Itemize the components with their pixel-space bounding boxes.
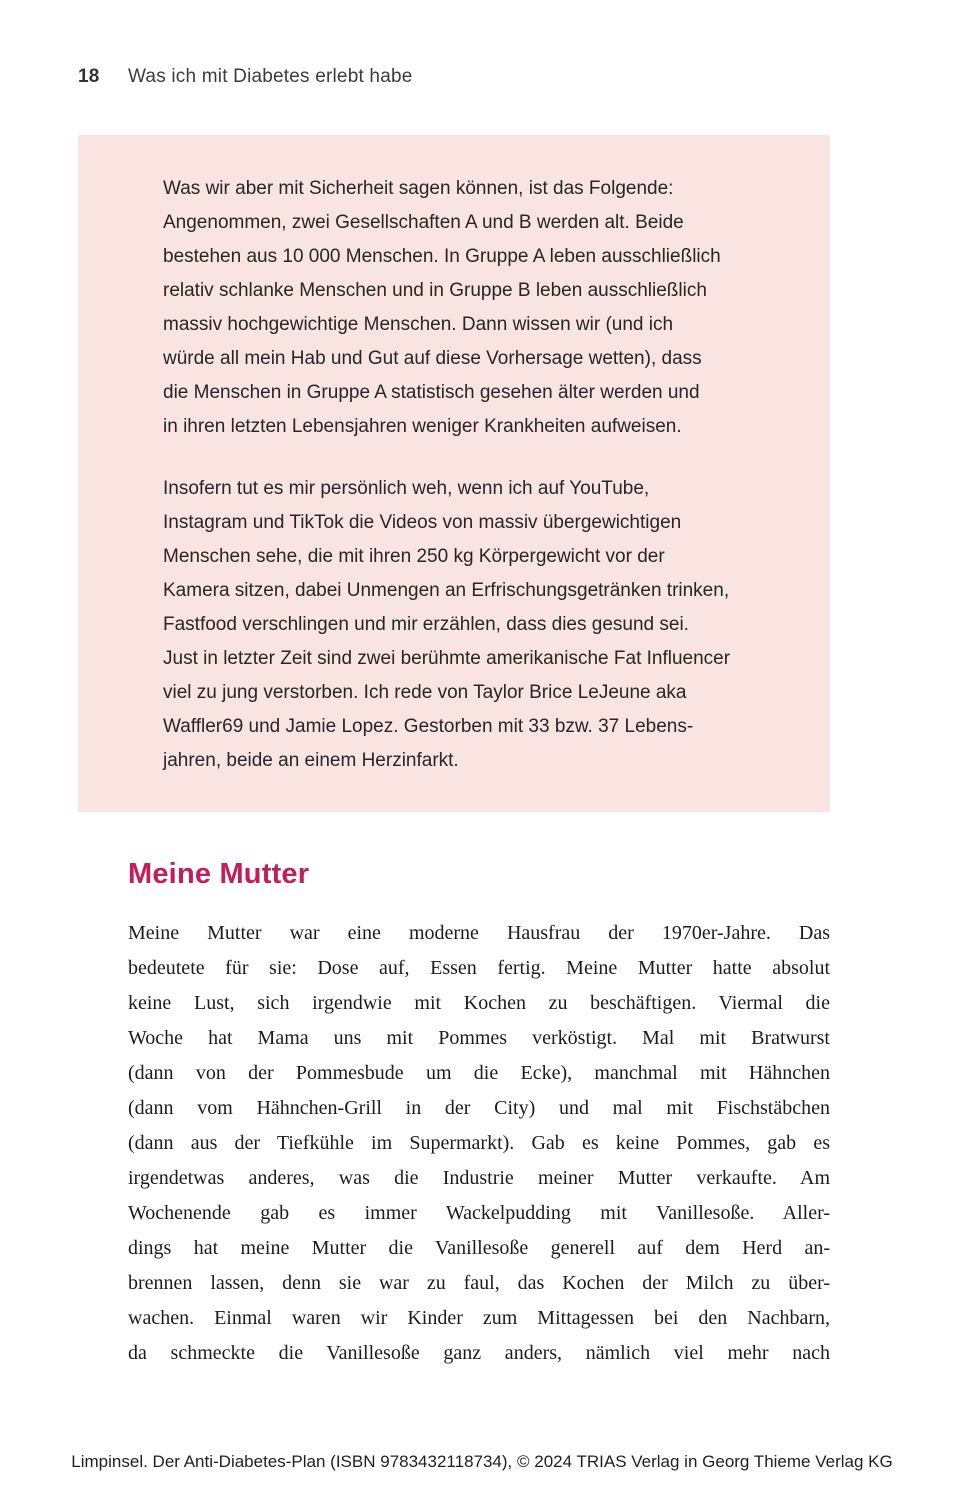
infobox-paragraph-1: [163, 172, 800, 444]
text-line: jahren, beide an einem Herzinfarkt.: [163, 750, 459, 771]
text-line: die Menschen in Gruppe A statistisch gesehen älter werden und: [163, 382, 700, 403]
text-line: Fastfood verschlingen und mir erzählen, dass dies gesund sei.: [163, 614, 689, 635]
text-line: Angenommen, zwei Gesellschaften A und B werden alt. Beide: [163, 212, 684, 233]
text-line: Waffler69 und Jamie Lopez. Gestorben mit 33 bzw. 37 Lebens-: [163, 716, 694, 737]
text-line: in ihren letzten Lebensjahren weniger Krankheiten aufweisen.: [163, 416, 682, 437]
text-line: Insofern tut es mir persönlich weh, wenn ich auf YouTube,: [163, 478, 650, 499]
text-line: brennen lassen, denn sie war zu faul, das Kochen der Milch zu über-: [128, 1272, 830, 1294]
text-line: massiv hochgewichtige Menschen. Dann wissen wir (und ich: [163, 314, 674, 335]
text-line: relativ schlanke Menschen und in Gruppe B leben ausschließlich: [163, 280, 707, 301]
text-line: da schmeckte die Vanillesoße ganz anders, nämlich viel mehr nach: [128, 1342, 830, 1364]
text-line: Instagram und TikTok die Videos von massiv übergewichtigen: [163, 512, 682, 533]
running-header: [78, 66, 413, 88]
text-line: Wochenende gab es immer Wackelpudding mit Vanillesoße. Aller-: [128, 1202, 830, 1224]
text-line: (dann aus der Tiefkühle im Supermarkt). Gab es keine Pommes, gab es: [128, 1132, 830, 1154]
text-line: Woche hat Mama uns mit Pommes verköstigt. Mal mit Bratwurst: [128, 1027, 830, 1049]
text-line: Kamera sitzen, dabei Unmengen an Erfrischungsgetränken trinken,: [163, 580, 730, 601]
text-line: Meine Mutter war eine moderne Hausfrau der 1970er-Jahre. Das: [128, 922, 830, 944]
infobox-paragraph-2: [163, 472, 800, 778]
text-line: Just in letzter Zeit sind zwei berühmte amerikanische Fat Influencer: [163, 648, 731, 669]
text-line: (dann von der Pommesbude um die Ecke), manchmal mit Hähnchen: [128, 1062, 830, 1084]
text-line: bedeutete für sie: Dose auf, Essen fertig. Meine Mutter hatte absolut: [128, 957, 830, 979]
body-paragraph: [128, 916, 830, 1371]
copyright-footer: Limpinsel. Der Anti-Diabetes-Plan (ISBN 9783432118734), © 2024 TRIAS Verlag in Georg Thieme Verlag KG: [71, 1452, 893, 1471]
text-line: irgendetwas anderes, was die Industrie meiner Mutter verkaufte. Am: [128, 1167, 830, 1189]
text-line: würde all mein Hab und Gut auf diese Vorhersage wetten), dass: [163, 348, 702, 369]
text-line: (dann vom Hähnchen-Grill in der City) und mal mit Fischstäbchen: [128, 1097, 830, 1119]
text-line: bestehen aus 10 000 Menschen. In Gruppe A leben ausschließlich: [163, 246, 721, 267]
text-line: wachen. Einmal waren wir Kinder zum Mittagessen bei den Nachbarn,: [128, 1307, 830, 1329]
section-heading: Meine Mutter: [128, 858, 310, 890]
page-number: 18: [78, 66, 100, 87]
text-line: Menschen sehe, die mit ihren 250 kg Körpergewicht vor der: [163, 546, 665, 567]
running-title: Was ich mit Diabetes erlebt habe: [128, 66, 413, 87]
text-line: keine Lust, sich irgendwie mit Kochen zu beschäftigen. Viermal die: [128, 992, 830, 1014]
text-line: viel zu jung verstorben. Ich rede von Taylor Brice LeJeune aka: [163, 682, 687, 703]
text-line: Was wir aber mit Sicherheit sagen können, ist das Folgende:: [163, 178, 674, 199]
infobox: [78, 135, 830, 812]
text-line: dings hat meine Mutter die Vanillesoße generell auf dem Herd an-: [128, 1237, 830, 1259]
